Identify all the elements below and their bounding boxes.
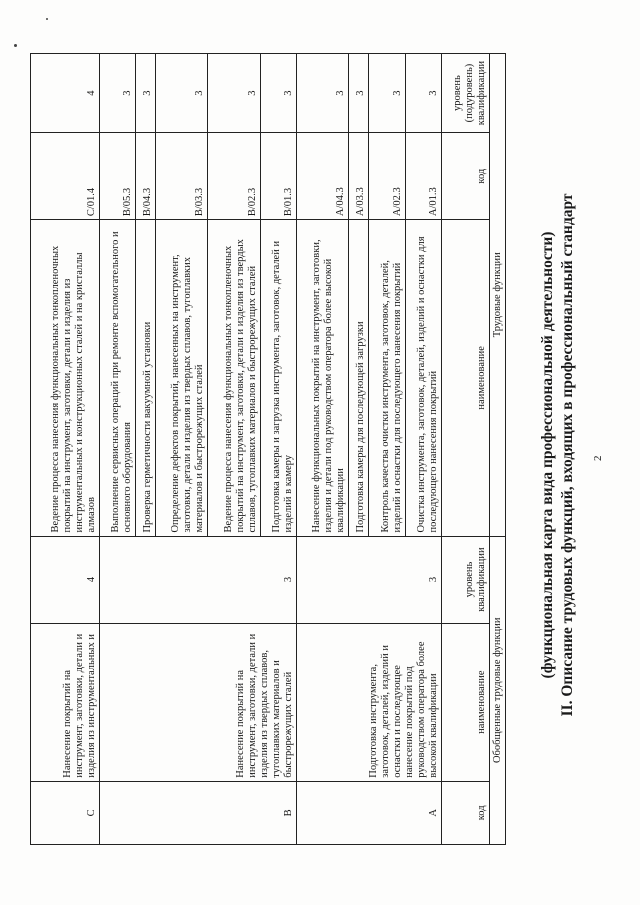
header-generalized: Обобщенные трудовые функции	[490, 536, 506, 844]
function-level: 3	[405, 54, 441, 133]
function-name: Нанесение функциональных покрытий на инструмент, заготовки, изделия и детали под руководством оператора более высокой квалификации	[296, 220, 348, 536]
group-level: 3	[296, 536, 441, 623]
function-code: A/03.3	[349, 133, 369, 220]
function-level: 3	[349, 54, 369, 133]
group-code: B	[99, 781, 296, 844]
function-level: 3	[208, 54, 260, 133]
function-name: Выполнение сервисных операций при ремонте вспомогательного и основного оборудования	[99, 220, 135, 536]
function-code: C/01.4	[31, 133, 100, 220]
function-level: 3	[99, 54, 135, 133]
header-tf-level: уровень (подуровень) квалификации	[442, 54, 490, 133]
function-level: 3	[155, 54, 207, 133]
function-name: Контроль качества очистки инструмента, заготовок, деталей, изделий и оснастки для последующего нанесения покрытий	[369, 220, 405, 536]
function-name: Ведение процесса нанесения функциональных тонкопленочных покрытий на инструмент, заготовки, детали и изделия из инструментальных и конструкционных сталей и на кристаллы алмазов	[31, 220, 100, 536]
function-level: 3	[135, 54, 155, 133]
group-level: 3	[99, 536, 296, 623]
page-number: 2	[592, 455, 604, 461]
table-row	[260, 54, 296, 845]
function-name: Ведение процесса нанесения функциональных тонкопленочных покрытий на инструмент, заготовки, детали и изделия из твердых сплавов, тугоплавких материалов и быстрорежущих сталей	[208, 220, 260, 536]
function-name: Определение дефектов покрытий, нанесенных на инструмент, заготовки, детали и изделия из твердых сплавов, тугоплавких материалов и быстрорежущих сталей	[155, 220, 207, 536]
function-level: 4	[31, 54, 100, 133]
group-code: A	[296, 781, 441, 844]
header-level: уровень квалификации	[442, 536, 490, 623]
function-code: B/02.3	[208, 133, 260, 220]
function-name: Подготовка камеры и загрузка инструмента, заготовок, деталей и изделий в камеру	[260, 220, 296, 536]
group-name: Нанесение покрытий на инструмент, заготовки, детали и изделия из инструментальных и	[31, 623, 100, 781]
function-code: A/04.3	[296, 133, 348, 220]
section-title: II. Описание трудовых функций, входящих в профессиональный стандарт	[559, 193, 576, 717]
group-name: Нанесение покрытий на инструмент, заготовки, детали и изделия из твердых сплавов, тугоплавких материалов и быстрорежущих сталей	[99, 623, 296, 781]
function-code: B/03.3	[155, 133, 207, 220]
function-level: 3	[369, 54, 405, 133]
group-code: C	[31, 781, 100, 844]
function-name: Подготовка камеры для последующей загрузки	[349, 220, 369, 536]
header-functions: Трудовые функции	[490, 54, 506, 537]
section-subtitle: (функциональная карта вида профессиональной деятельности)	[539, 231, 556, 679]
header-tf-name: наименование	[442, 220, 490, 536]
function-level: 3	[296, 54, 348, 133]
function-code: B/04.3	[135, 133, 155, 220]
function-code: A/02.3	[369, 133, 405, 220]
function-name: Проверка герметичности вакуумной установки	[135, 220, 155, 536]
header-row-top	[490, 54, 506, 845]
table-row	[405, 54, 441, 845]
header-row-sub	[442, 54, 490, 845]
header-tf-code: код	[442, 133, 490, 220]
functional-map-table	[30, 53, 506, 845]
function-code: B/05.3	[99, 133, 135, 220]
group-level: 4	[31, 536, 100, 623]
function-name: Очистка инструмента, заготовок, деталей, изделий и оснастки для последующего нанесения покрытий	[405, 220, 441, 536]
table-row	[31, 54, 100, 845]
header-name: наименование	[442, 623, 490, 781]
function-code: B/01.3	[260, 133, 296, 220]
function-code: A/01.3	[405, 133, 441, 220]
header-code: код	[442, 781, 490, 844]
function-level: 3	[260, 54, 296, 133]
group-name: Подготовка инструмента, заготовок, деталей, изделий и оснастки и последующее нанесение покрытий под руководством оператора более высокой квалификации	[296, 623, 441, 781]
